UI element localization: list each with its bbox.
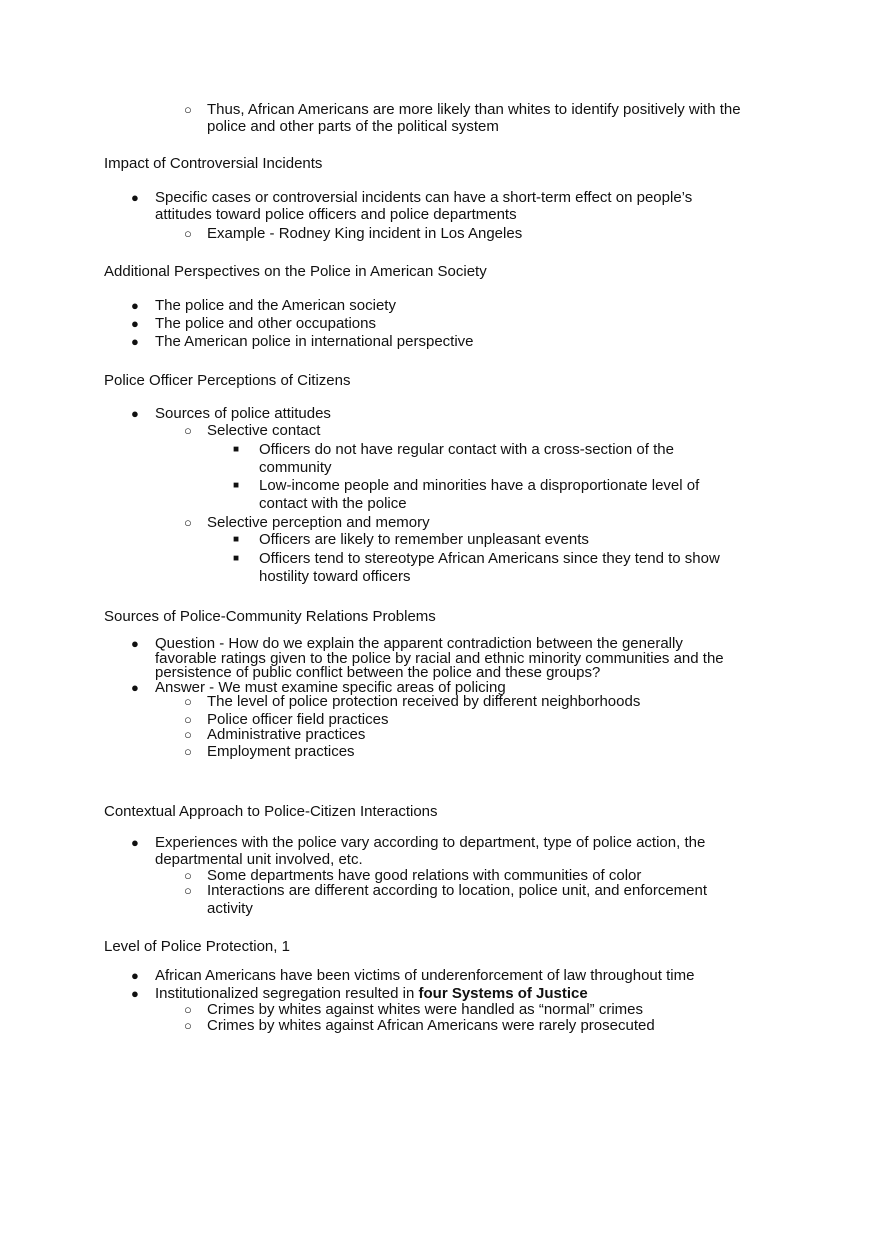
- list-item-text: [207, 514, 430, 532]
- circle-bullet-icon: ○: [184, 1002, 192, 1017]
- list-item-text: [155, 189, 692, 207]
- text: Thus, African Americans are more likely than whites to identify positively with the: [207, 101, 741, 118]
- list-item-text: [155, 405, 331, 423]
- text: Institutionalized segregation resulted in: [155, 985, 419, 1002]
- text: African Americans have been victims of underenforcement of law throughout time: [155, 967, 695, 984]
- text: Selective perception and memory: [207, 514, 430, 531]
- text: Additional Perspectives on the Police in American Society: [104, 263, 487, 280]
- list-item-text: [155, 315, 376, 333]
- list-item-text: [259, 550, 720, 568]
- bullet-bullet-icon: ●: [131, 680, 139, 695]
- text: community: [259, 459, 332, 476]
- text: police and other parts of the political system: [207, 118, 499, 135]
- text: Interactions are different according to location, police unit, and enforcement: [207, 882, 708, 899]
- text: Question - How do we explain the apparent contradiction between the generally: [155, 635, 683, 652]
- text: Sources of police attitudes: [155, 405, 331, 422]
- section-heading: [104, 263, 487, 281]
- bullet-bullet-icon: ●: [131, 316, 139, 331]
- text: The American police in international perspective: [155, 333, 474, 350]
- circle-bullet-icon: ○: [184, 515, 192, 530]
- text: Impact of Controversial Incidents: [104, 155, 323, 172]
- list-item-text: [207, 693, 640, 711]
- text: Low-income people and minorities have a disproportionate level of: [259, 477, 700, 494]
- circle-bullet-icon: ○: [184, 1018, 192, 1033]
- list-item-text: [207, 1017, 655, 1035]
- text: Police officer field practices: [207, 711, 389, 728]
- list-item-text: [207, 900, 253, 918]
- section-heading: [104, 608, 436, 626]
- text: Selective contact: [207, 422, 321, 439]
- text: hostility toward officers: [259, 568, 411, 585]
- list-item-text: [259, 495, 407, 513]
- section-heading: [104, 938, 290, 956]
- section-heading: [104, 155, 322, 173]
- text: Officers are likely to remember unpleasant events: [259, 531, 589, 548]
- text: activity: [207, 900, 253, 917]
- list-item-text: [155, 834, 705, 852]
- list-item-text: [207, 225, 522, 243]
- circle-bullet-icon: ○: [184, 694, 192, 709]
- text: Administrative practices: [207, 726, 366, 743]
- text: The police and the American society: [155, 297, 396, 314]
- bullet-bullet-icon: ●: [131, 334, 139, 349]
- bullet-bullet-icon: ●: [131, 968, 139, 983]
- section-heading: [104, 803, 438, 821]
- text: Experiences with the police vary according to department, type of police action, the: [155, 834, 706, 851]
- bullet-bullet-icon: ●: [131, 835, 139, 850]
- square-bullet-icon: ■: [233, 444, 240, 455]
- list-item-text: [259, 477, 699, 495]
- text: Contextual Approach to Police-Citizen Interactions: [104, 803, 438, 820]
- text: Crimes by whites against African Americans were rarely prosecuted: [207, 1017, 655, 1034]
- list-item-text: [207, 118, 499, 136]
- bullet-bullet-icon: ●: [131, 298, 139, 313]
- text: The police and other occupations: [155, 315, 376, 332]
- text: departmental unit involved, etc.: [155, 851, 363, 868]
- list-item-text: [259, 568, 410, 586]
- list-item-text: [207, 882, 707, 900]
- list-item-text: [207, 422, 320, 440]
- text: attitudes toward police officers and police departments: [155, 206, 517, 223]
- list-item-text: [155, 333, 474, 351]
- text: Level of Police Protection, 1: [104, 938, 290, 955]
- circle-bullet-icon: ○: [184, 226, 192, 241]
- text: Specific cases or controversial incidents can have a short-term effect on people’s: [155, 189, 693, 206]
- text: Answer - We must examine specific areas of policing: [155, 679, 506, 696]
- circle-bullet-icon: ○: [184, 727, 192, 742]
- list-item-text: [155, 297, 396, 315]
- bold-text: four Systems of Justice: [418, 985, 588, 1002]
- text: Police Officer Perceptions of Citizens: [104, 372, 351, 389]
- bullet-bullet-icon: ●: [131, 636, 139, 651]
- circle-bullet-icon: ○: [184, 102, 192, 117]
- text: Some departments have good relations with communities of color: [207, 867, 642, 884]
- square-bullet-icon: ■: [233, 480, 240, 491]
- text: persistence of public conflict between the police and these groups?: [155, 664, 601, 681]
- list-item-text: [207, 726, 365, 744]
- list-item-text: [259, 531, 589, 549]
- circle-bullet-icon: ○: [184, 423, 192, 438]
- list-item-text: [207, 101, 741, 119]
- text: Officers do not have regular contact with a cross-section of the: [259, 441, 674, 458]
- text: Employment practices: [207, 743, 355, 760]
- circle-bullet-icon: ○: [184, 883, 192, 898]
- circle-bullet-icon: ○: [184, 868, 192, 883]
- circle-bullet-icon: ○: [184, 744, 192, 759]
- bullet-bullet-icon: ●: [131, 986, 139, 1001]
- text: contact with the police: [259, 495, 407, 512]
- list-item-text: [155, 206, 517, 224]
- text: Crimes by whites against whites were handled as “normal” crimes: [207, 1001, 643, 1018]
- text: favorable ratings given to the police by racial and ethnic minority communities and the: [155, 650, 724, 667]
- bullet-bullet-icon: ●: [131, 406, 139, 421]
- section-heading: [104, 372, 351, 390]
- square-bullet-icon: ■: [233, 553, 240, 564]
- text: Sources of Police-Community Relations Problems: [104, 608, 436, 625]
- list-item-text: [207, 743, 355, 761]
- list-item-text: [155, 967, 694, 985]
- text: The level of police protection received by different neighborhoods: [207, 693, 641, 710]
- list-item-text: [259, 459, 332, 477]
- text: Example - Rodney King incident in Los Angeles: [207, 225, 523, 242]
- circle-bullet-icon: ○: [184, 712, 192, 727]
- square-bullet-icon: ■: [233, 534, 240, 545]
- text: Officers tend to stereotype African Americans since they tend to show: [259, 550, 720, 567]
- bullet-bullet-icon: ●: [131, 190, 139, 205]
- list-item-text: [259, 441, 674, 459]
